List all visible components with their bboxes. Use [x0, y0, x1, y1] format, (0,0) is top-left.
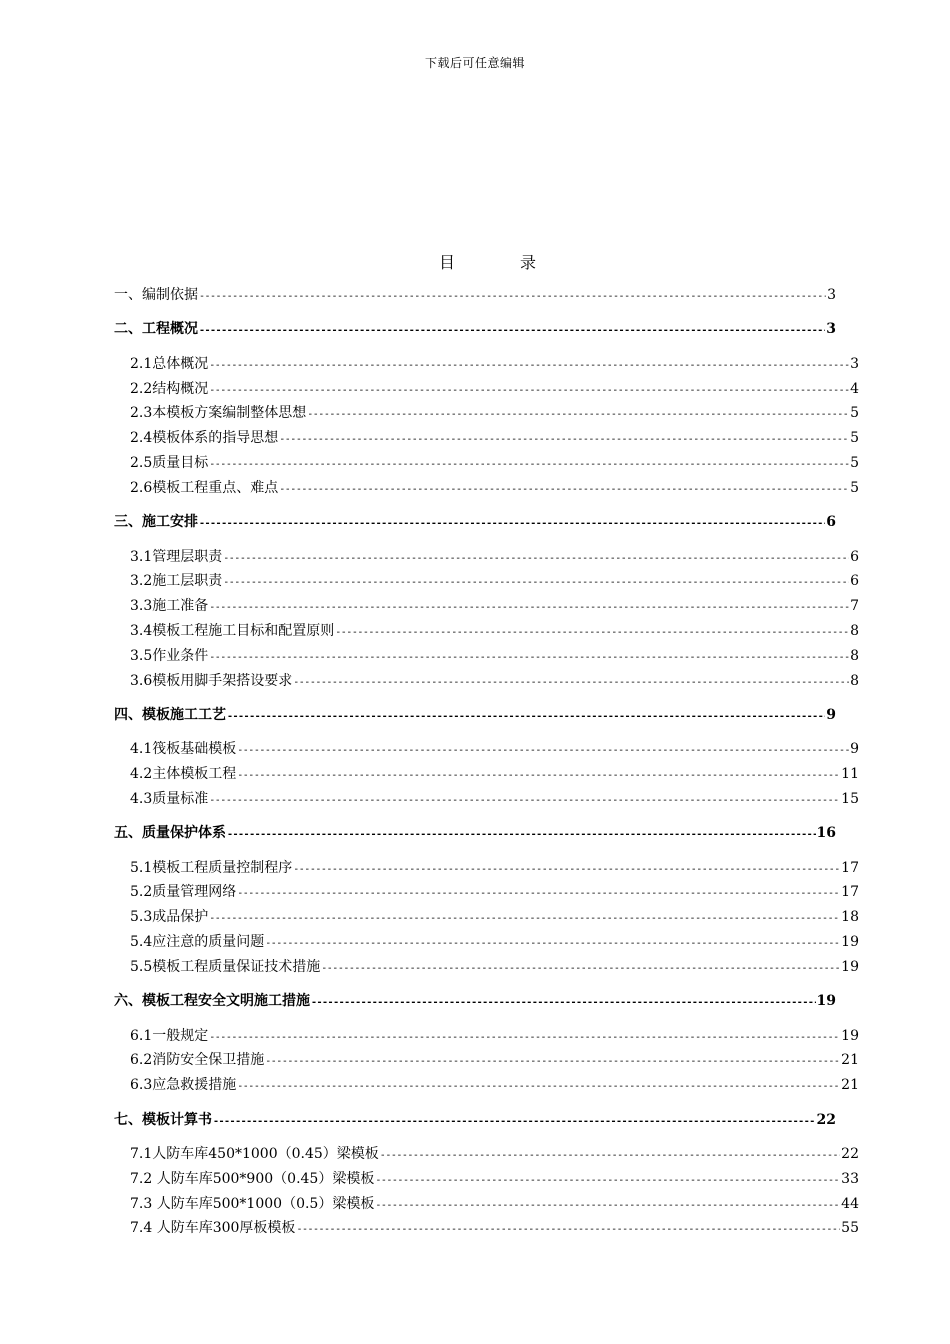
- toc-subsection-entry[interactable]: [114, 477, 859, 502]
- toc-entry-label: 3.6模板用脚手架搭设要求: [130, 672, 293, 689]
- dot-leader: [209, 602, 849, 613]
- toc-entry-page-number: 4: [850, 380, 859, 397]
- toc-subsection-entry[interactable]: [114, 595, 859, 620]
- dot-leader: [335, 627, 849, 638]
- toc-subsection-entry[interactable]: [114, 620, 859, 645]
- toc-subsection-entry[interactable]: [114, 881, 859, 906]
- toc-entry-label: 5.4应注意的质量问题: [130, 934, 265, 951]
- toc-title-char-1: 目: [438, 253, 455, 272]
- dot-leader: [265, 938, 840, 949]
- dot-leader: [199, 325, 825, 336]
- toc-entry-label: 一、编制依据: [114, 287, 198, 303]
- toc-subsection-entry[interactable]: [114, 670, 859, 695]
- toc-subsection-entry[interactable]: [114, 1168, 859, 1193]
- toc-entry-label: 3.5作业条件: [130, 647, 209, 664]
- toc-entry-page-number: 11: [841, 766, 859, 783]
- toc-subsection-entry[interactable]: [114, 353, 859, 378]
- dot-leader: [227, 829, 816, 840]
- toc-entry-label: 6.1一般规定: [130, 1027, 209, 1044]
- toc-subsection-entry[interactable]: [114, 857, 859, 882]
- dot-leader: [237, 1081, 840, 1092]
- toc-entry-label: 2.3本模板方案编制整体思想: [130, 405, 307, 422]
- toc-entry-label: 七、模板计算书: [114, 1111, 212, 1128]
- toc-entry-label: 3.1管理层职责: [130, 548, 223, 565]
- dot-leader: [209, 913, 840, 924]
- toc-entry-label: 2.1总体概况: [130, 355, 209, 372]
- toc-entry-label: 六、模板工程安全文明施工措施: [114, 993, 310, 1010]
- dot-leader: [237, 888, 840, 899]
- toc-entry-page-number: 8: [850, 672, 859, 689]
- dot-leader: [199, 291, 826, 302]
- toc-subsection-entry[interactable]: [114, 931, 859, 956]
- toc-entry-label: 5.1模板工程质量控制程序: [130, 859, 293, 876]
- toc-subsection-entry[interactable]: [114, 1143, 859, 1168]
- toc-entry-page-number: 17: [841, 859, 859, 876]
- dot-leader: [199, 518, 825, 529]
- toc-subsection-entry[interactable]: [114, 452, 859, 477]
- dot-leader: [213, 1116, 816, 1127]
- toc-subsection-entry[interactable]: [114, 763, 859, 788]
- toc-subsection-entry[interactable]: [114, 546, 859, 571]
- toc-subsection-entry[interactable]: [114, 1217, 859, 1242]
- toc-entry-page-number: 8: [850, 622, 859, 639]
- toc-subsection-entry[interactable]: [114, 378, 859, 403]
- toc-entry-page-number: 33: [841, 1170, 859, 1187]
- toc-entry-page-number: 21: [841, 1077, 859, 1094]
- dot-leader: [293, 864, 840, 875]
- toc-entry-label: 5.5模板工程质量保证技术措施: [130, 958, 321, 975]
- toc-section-entry[interactable]: [114, 284, 836, 309]
- toc-entry-label: 3.3施工准备: [130, 598, 209, 615]
- toc-subsection-entry[interactable]: [114, 738, 859, 763]
- toc-entry-page-number: 9: [826, 706, 836, 723]
- toc-section-entry[interactable]: [114, 990, 836, 1015]
- toc-entry-page-number: 19: [816, 993, 836, 1010]
- toc-subsection-entry[interactable]: [114, 788, 859, 813]
- dot-leader: [209, 1032, 840, 1043]
- toc-entry-page-number: 5: [850, 430, 859, 447]
- toc-subsection-entry[interactable]: [114, 427, 859, 452]
- toc-subsection-entry[interactable]: [114, 402, 859, 427]
- toc-subsection-entry[interactable]: [114, 570, 859, 595]
- toc-entry-page-number: 6: [850, 548, 859, 565]
- toc-entry-label: 二、工程概况: [114, 321, 198, 338]
- toc-entry-page-number: 16: [816, 825, 836, 842]
- toc-entry-page-number: 55: [841, 1220, 859, 1237]
- toc-entry-page-number: 5: [850, 405, 859, 422]
- dot-leader: [279, 484, 849, 495]
- toc-entry-label: 2.2结构概况: [130, 380, 209, 397]
- toc-entry-page-number: 18: [841, 909, 859, 926]
- toc-entry-label: 2.5质量目标: [130, 454, 209, 471]
- dot-leader: [321, 963, 840, 974]
- toc-subsection-entry[interactable]: [114, 956, 859, 981]
- dot-leader: [237, 770, 840, 781]
- toc-entry-label: 5.3成品保护: [130, 909, 209, 926]
- toc-entry-page-number: 3: [827, 287, 836, 303]
- dot-leader: [237, 745, 849, 756]
- toc-entry-page-number: 22: [841, 1146, 859, 1163]
- toc-entry-label: 7.1人防车库450*1000（0.45）梁模板: [130, 1146, 379, 1163]
- toc-entry-label: 7.3 人防车库500*1000（0.5）梁模板: [130, 1195, 375, 1212]
- toc-subsection-entry[interactable]: [114, 1025, 859, 1050]
- toc-entry-page-number: 21: [841, 1052, 859, 1069]
- dot-leader: [293, 677, 849, 688]
- toc-subsection-entry[interactable]: [114, 906, 859, 931]
- toc-entry-page-number: 7: [850, 598, 859, 615]
- toc-entry-page-number: 6: [826, 514, 836, 531]
- toc-entry-page-number: 5: [850, 479, 859, 496]
- dot-leader: [209, 360, 849, 371]
- dot-leader: [296, 1224, 840, 1235]
- dot-leader: [311, 997, 816, 1008]
- dot-leader: [209, 795, 840, 806]
- toc-entry-label: 4.3质量标准: [130, 790, 209, 807]
- toc-entry-label: 五、质量保护体系: [114, 825, 226, 842]
- toc-entry-page-number: 22: [816, 1111, 836, 1128]
- toc-entry-label: 7.4 人防车库300厚板模板: [130, 1220, 296, 1237]
- dot-leader: [375, 1200, 840, 1211]
- dot-leader: [223, 577, 849, 588]
- toc-entry-page-number: 19: [841, 958, 859, 975]
- toc-entry-page-number: 17: [841, 884, 859, 901]
- toc-entry-page-number: 5: [850, 454, 859, 471]
- toc-subsection-entry[interactable]: [114, 1049, 859, 1074]
- toc-entry-label: 四、模板施工工艺: [114, 706, 226, 723]
- toc-entry-label: 4.2主体模板工程: [130, 766, 237, 783]
- toc-section-entry[interactable]: [114, 318, 836, 343]
- toc-entry-label: 5.2质量管理网络: [130, 884, 237, 901]
- toc-section-entry[interactable]: [114, 1109, 836, 1134]
- dot-leader: [279, 434, 849, 445]
- toc-entry-label: 6.2消防安全保卫措施: [130, 1052, 265, 1069]
- toc-entry-label: 7.2 人防车库500*900（0.45）梁模板: [130, 1170, 375, 1187]
- dot-leader: [209, 459, 849, 470]
- toc-entry-page-number: 8: [850, 647, 859, 664]
- toc-entry-label: 2.4模板体系的指导思想: [130, 430, 279, 447]
- dot-leader: [209, 385, 849, 396]
- toc-entry-page-number: 6: [850, 573, 859, 590]
- toc-entry-page-number: 19: [841, 1027, 859, 1044]
- toc-section-entry[interactable]: [114, 704, 836, 729]
- dot-leader: [307, 409, 849, 420]
- toc-title: [0, 250, 950, 273]
- toc-section-entry[interactable]: [114, 822, 836, 847]
- toc-subsection-entry[interactable]: [114, 1074, 859, 1099]
- toc-subsection-entry[interactable]: [114, 1193, 859, 1218]
- toc-title-char-2: 录: [520, 253, 537, 272]
- toc-entry-label: 3.2施工层职责: [130, 573, 223, 590]
- dot-leader: [227, 711, 825, 722]
- toc-entry-page-number: 3: [826, 321, 836, 338]
- toc-entry-label: 三、施工安排: [114, 514, 198, 531]
- toc-section-entry[interactable]: [114, 511, 836, 536]
- toc-entry-label: 2.6模板工程重点、难点: [130, 479, 279, 496]
- table-of-contents: [114, 284, 874, 1242]
- toc-entry-label: 6.3应急救援措施: [130, 1077, 237, 1094]
- toc-subsection-entry[interactable]: [114, 645, 859, 670]
- toc-entry-page-number: 19: [841, 934, 859, 951]
- toc-entry-page-number: 44: [841, 1195, 859, 1212]
- dot-leader: [209, 652, 849, 663]
- toc-entry-page-number: 15: [841, 790, 859, 807]
- dot-leader: [223, 553, 849, 564]
- dot-leader: [375, 1175, 840, 1186]
- toc-entry-page-number: 9: [850, 741, 859, 758]
- toc-entry-label: 3.4模板工程施工目标和配置原则: [130, 622, 335, 639]
- dot-leader: [265, 1056, 840, 1067]
- toc-entry-label: 4.1筏板基础模板: [130, 741, 237, 758]
- dot-leader: [380, 1150, 840, 1161]
- page-header: 下载后可任意编辑: [424, 56, 525, 70]
- toc-entry-page-number: 3: [850, 355, 859, 372]
